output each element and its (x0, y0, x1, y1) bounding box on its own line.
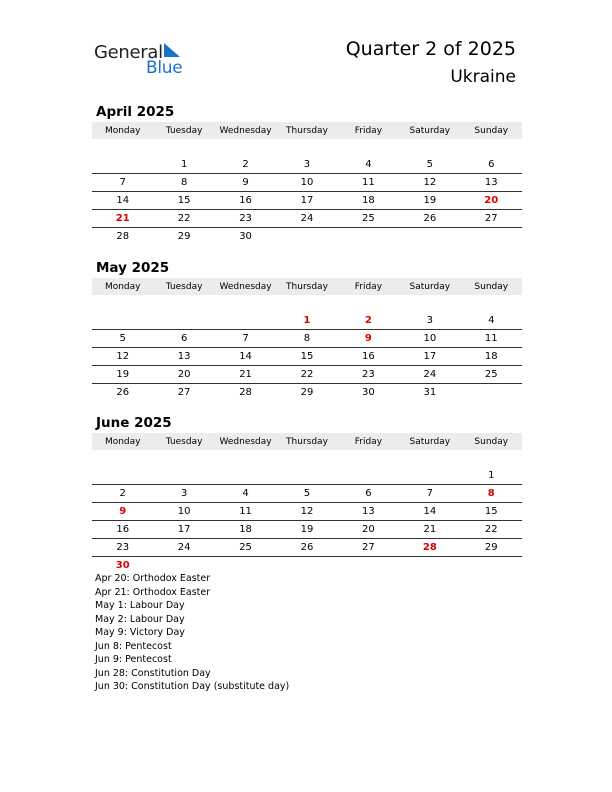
month-title: June 2025 (96, 415, 172, 431)
weekday-header: Tuesday (153, 433, 214, 450)
week-row (92, 156, 522, 174)
empty-cell (92, 156, 153, 174)
day-cell: 9 (92, 503, 153, 521)
day-cell: 19 (92, 366, 153, 384)
holiday-note: Jun 9: Pentecost (95, 654, 172, 665)
day-cell: 21 (215, 366, 276, 384)
weekday-header: Saturday (399, 278, 460, 295)
weekday-header: Sunday (461, 278, 522, 295)
day-cell: 24 (153, 539, 214, 557)
day-cell: 19 (399, 192, 460, 210)
empty-cell (338, 467, 399, 485)
day-cell: 23 (338, 366, 399, 384)
day-cell: 16 (92, 521, 153, 539)
logo-triangle-icon (162, 41, 182, 59)
week-row (92, 539, 522, 557)
day-cell: 3 (153, 485, 214, 503)
weekday-header: Thursday (276, 122, 337, 139)
day-cell: 23 (92, 539, 153, 557)
day-cell: 2 (338, 312, 399, 330)
day-cell: 30 (362, 387, 375, 398)
day-cell: 7 (92, 174, 153, 192)
day-cell: 2 (92, 485, 153, 503)
day-cell: 5 (399, 156, 460, 174)
spacer-row (92, 450, 522, 467)
holiday-note: Jun 28: Constitution Day (95, 667, 211, 679)
weekday-header: Friday (338, 433, 399, 450)
day-cell: 11 (215, 503, 276, 521)
day-cell: 14 (399, 503, 460, 521)
day-cell: 29 (461, 539, 522, 557)
day-cell: 13 (338, 503, 399, 521)
day-cell: 25 (461, 366, 522, 384)
week-row (92, 485, 522, 503)
day-cell: 19 (276, 521, 337, 539)
empty-cell (215, 467, 276, 485)
holiday-list (95, 572, 289, 694)
holiday-note: Jun 8: Pentecost (95, 640, 172, 652)
day-cell: 3 (399, 312, 460, 330)
week-row (92, 503, 522, 521)
holiday-note: May 1: Labour Day (95, 600, 185, 611)
month-april (92, 102, 522, 245)
day-cell: 28 (116, 231, 130, 242)
empty-cell (276, 467, 337, 485)
weekday-header: Thursday (276, 433, 337, 450)
day-cell: 8 (461, 485, 522, 503)
weekday-header: Tuesday (153, 278, 214, 295)
day-cell: 1 (153, 156, 214, 174)
holiday-note: May 2: Labour Day (95, 613, 185, 625)
day-cell: 1 (461, 467, 522, 485)
day-cell: 1 (276, 312, 337, 330)
holiday-note: Apr 21: Orthodox Easter (95, 586, 211, 598)
logo (94, 40, 194, 80)
page-title: Quarter 2 of 2025 (345, 38, 516, 60)
day-cell: 30 (115, 560, 130, 571)
day-cell: 27 (338, 539, 399, 557)
empty-cell (338, 557, 399, 575)
day-cell: 17 (276, 192, 337, 210)
week-row (92, 192, 522, 210)
weekday-header: Friday (338, 278, 399, 295)
day-cell: 8 (276, 330, 337, 348)
day-cell: 28 (239, 387, 252, 398)
week-row (92, 467, 522, 485)
day-cell: 30 (239, 231, 252, 242)
weekday-header: Saturday (399, 433, 460, 450)
month-title: April 2025 (96, 104, 175, 120)
day-cell: 5 (92, 330, 153, 348)
day-cell: 17 (399, 348, 460, 366)
day-cell: 24 (276, 210, 337, 228)
empty-cell (399, 557, 460, 575)
empty-cell (92, 467, 153, 485)
weekday-header: Monday (92, 122, 153, 139)
weekday-header: Wednesday (215, 278, 276, 295)
empty-cell (338, 228, 399, 246)
calendar-table (92, 122, 522, 245)
day-cell: 13 (153, 348, 214, 366)
day-cell: 2 (215, 156, 276, 174)
day-cell: 21 (399, 521, 460, 539)
weekday-header: Thursday (276, 278, 337, 295)
empty-cell (215, 312, 276, 330)
country-name: Ukraine (450, 67, 516, 87)
empty-cell (461, 557, 522, 575)
empty-cell (461, 384, 522, 402)
day-cell: 10 (399, 330, 460, 348)
empty-cell (92, 312, 153, 330)
day-cell: 12 (276, 503, 337, 521)
week-row (92, 228, 522, 246)
day-cell: 4 (461, 312, 522, 330)
week-row (92, 348, 522, 366)
day-cell: 26 (116, 387, 130, 398)
holiday-note: May 9: Victory Day (95, 627, 185, 638)
empty-cell (153, 312, 214, 330)
weekday-header: Sunday (461, 433, 522, 450)
weekday-header: Wednesday (215, 122, 276, 139)
day-cell: 6 (338, 485, 399, 503)
day-cell: 17 (153, 521, 214, 539)
week-row (92, 330, 522, 348)
day-cell: 3 (276, 156, 337, 174)
day-cell: 25 (338, 210, 399, 228)
day-cell: 13 (461, 174, 522, 192)
day-cell: 14 (215, 348, 276, 366)
day-cell: 18 (338, 192, 399, 210)
day-cell: 9 (215, 174, 276, 192)
empty-cell (153, 467, 214, 485)
week-row (92, 174, 522, 192)
day-cell: 16 (215, 192, 276, 210)
day-cell: 22 (153, 210, 214, 228)
day-cell: 22 (276, 366, 337, 384)
day-cell: 7 (215, 330, 276, 348)
day-cell: 7 (399, 485, 460, 503)
day-cell: 15 (461, 503, 522, 521)
day-cell: 10 (276, 174, 337, 192)
day-cell: 14 (92, 192, 153, 210)
day-cell: 4 (215, 485, 276, 503)
week-row (92, 521, 522, 539)
day-cell: 11 (338, 174, 399, 192)
day-cell: 31 (423, 387, 437, 398)
weekday-header: Tuesday (153, 122, 214, 139)
day-cell: 15 (276, 348, 337, 366)
day-cell: 20 (461, 192, 522, 210)
day-cell: 10 (153, 503, 214, 521)
weekday-header: Monday (92, 433, 153, 450)
calendar-table (92, 278, 522, 401)
day-cell: 26 (399, 210, 460, 228)
day-cell: 25 (215, 539, 276, 557)
weekday-header: Friday (338, 122, 399, 139)
weekday-header: Saturday (399, 122, 460, 139)
spacer-row (92, 295, 522, 312)
day-cell: 20 (153, 366, 214, 384)
month-june (92, 413, 522, 574)
logo-word-general: General (94, 42, 163, 63)
week-row (92, 210, 522, 228)
day-cell: 21 (92, 210, 153, 228)
day-cell: 26 (276, 539, 337, 557)
day-cell: 4 (338, 156, 399, 174)
day-cell: 16 (338, 348, 399, 366)
day-cell: 9 (338, 330, 399, 348)
day-cell: 23 (215, 210, 276, 228)
day-cell: 12 (399, 174, 460, 192)
week-row (92, 312, 522, 330)
day-cell: 20 (338, 521, 399, 539)
day-cell: 24 (399, 366, 460, 384)
day-cell: 28 (399, 539, 460, 557)
empty-cell (276, 228, 337, 246)
day-cell: 12 (92, 348, 153, 366)
holiday-note: Apr 20: Orthodox Easter (95, 573, 211, 584)
spacer-row (92, 139, 522, 156)
day-cell: 27 (177, 387, 191, 398)
day-cell: 8 (153, 174, 214, 192)
week-row (92, 366, 522, 384)
month-may (92, 258, 522, 401)
week-row (92, 384, 522, 402)
day-cell: 5 (276, 485, 337, 503)
holiday-note: Jun 30: Constitution Day (substitute day) (95, 681, 290, 692)
day-cell: 11 (461, 330, 522, 348)
calendar-table (92, 433, 522, 574)
empty-cell (399, 228, 460, 246)
logo-word-blue: Blue (146, 58, 183, 78)
day-cell: 29 (177, 231, 191, 242)
day-cell: 27 (461, 210, 522, 228)
day-cell: 18 (461, 348, 522, 366)
day-cell: 29 (300, 387, 314, 398)
day-cell: 22 (461, 521, 522, 539)
empty-cell (461, 228, 522, 246)
weekday-header: Monday (92, 278, 153, 295)
weekday-header: Sunday (461, 122, 522, 139)
day-cell: 15 (153, 192, 214, 210)
day-cell: 18 (215, 521, 276, 539)
weekday-header: Wednesday (215, 433, 276, 450)
day-cell: 6 (461, 156, 522, 174)
empty-cell (399, 467, 460, 485)
day-cell: 6 (153, 330, 214, 348)
month-title: May 2025 (96, 260, 170, 276)
